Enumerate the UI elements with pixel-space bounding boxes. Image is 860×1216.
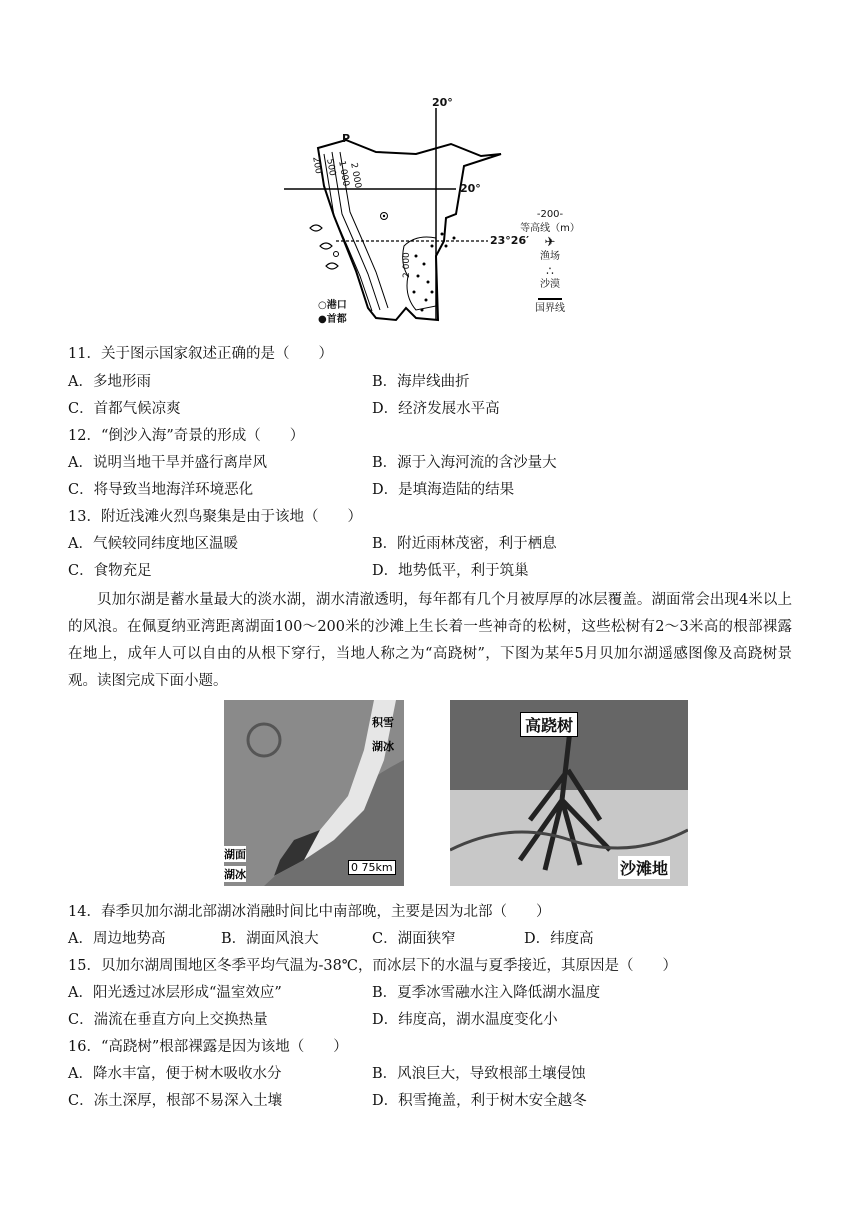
point-p-label: P [342,132,351,145]
scale-bar: 0 75km [348,860,396,875]
stilt-tree-title: 高跷树 [520,712,578,737]
beach-label: 沙滩地 [618,856,670,879]
fish-icon: ✈ [544,235,556,250]
q14-option-b[interactable]: B．湖面风浪大 [221,931,319,947]
q15-option-a[interactable]: A．阳光透过冰层形成“温室效应” [68,985,282,1001]
port-key: ○港口 [318,300,347,311]
map-legend [520,208,580,316]
q16-option-d[interactable]: D．积雪掩盖，利于树木安全越冬 [372,1093,587,1109]
legend-border: 国界线 [535,303,565,314]
q12-option-a[interactable]: A．说明当地干旱并盛行离岸风 [68,455,267,471]
lat-label: 20° [460,182,481,195]
lake-ice-label-bottom: 湖冰 [224,868,246,881]
q15-option-d[interactable]: D．纬度高，湖水温度变化小 [372,1012,558,1028]
q11-option-d[interactable]: D．经济发展水平高 [372,401,500,417]
q16-option-b[interactable]: B．风浪巨大，导致根部土壤侵蚀 [372,1066,586,1082]
q15-option-c[interactable]: C．湍流在垂直方向上交换热量 [68,1012,268,1028]
q15-stem: 15．贝加尔湖周围地区冬季平均气温为-38℃，而冰层下的水温与夏季接近，其原因是（ ） [68,958,678,974]
q11-option-c[interactable]: C．首都气候凉爽 [68,401,181,417]
remote-sensing-image [224,700,404,886]
q16-option-c[interactable]: C．冻土深厚，根部不易深入土壤 [68,1093,283,1109]
lon-label: 20° [432,96,453,109]
reading-passage: 贝加尔湖是蓄水量最大的淡水湖，湖水清澈透明，每年都有几个月被厚厚的冰层覆盖。湖面常会出现4米以上的风浪。在佩夏纳亚湾距离湖面100～200米的沙滩上生长着一些神奇的松树，这些松树有2～3米高的根部裸露在地上，成年人可以自由的从根下穿行，当地人称之为“高跷树”，下图为某年5月贝加尔湖遥感图像及高跷树景观。读图完成下面小题。 [68,592,792,689]
legend-desert: 沙漠 [540,279,560,290]
q13-stem: 13．附近浅滩火烈鸟聚集是由于该地（ ） [68,509,362,525]
q12-option-c[interactable]: C．将导致当地海洋环境恶化 [68,482,254,498]
legend-contour-value: -200- [536,209,564,220]
tropic-label: 23°26′ [490,234,530,247]
q14-option-c[interactable]: C．湖面狭窄 [372,931,456,947]
contour-label-200: 200 [310,156,323,175]
legend-contour: 等高线（m） [520,223,580,234]
q12-option-d[interactable]: D．是填海造陆的结果 [372,482,515,498]
q13-option-c[interactable]: C．食物充足 [68,563,152,579]
q12-stem: 12．“倒沙入海”奇景的形成（ ） [68,428,305,444]
q15-option-b[interactable]: B．夏季冰雪融水注入降低湖水温度 [372,985,601,1001]
stilt-tree-photo [450,700,688,886]
legend-fishery: 渔场 [540,251,560,262]
q11-stem: 11．关于图示国家叙述正确的是（ ） [68,346,333,362]
q12-option-b[interactable]: B．源于入海河流的含沙量大 [372,455,557,471]
q14-option-a[interactable]: A．周边地势高 [68,931,166,947]
q13-option-d[interactable]: D．地势低平，利于筑巢 [372,563,529,579]
lake-ice-label-top: 湖冰 [372,740,394,753]
capital-key: ●首都 [318,314,347,325]
contour-label-500: 500 [324,158,337,177]
q16-option-a[interactable]: A．降水丰富，便于树木吸收水分 [68,1066,282,1082]
q11-option-a[interactable]: A．多地形雨 [68,374,151,390]
contour-label-south: 2 000 [402,252,412,278]
border-line-icon [538,298,562,300]
q16-stem: 16．“高跷树”根部裸露是因为该地（ ） [68,1039,348,1055]
q14-option-d[interactable]: D．纬度高 [524,931,594,947]
q13-option-b[interactable]: B．附近雨林茂密，利于栖息 [372,536,557,552]
contour-label-2000: 2 000 [348,162,363,190]
lake-surface-label: 湖面 [224,848,246,861]
q13-option-a[interactable]: A．气候较同纬度地区温暖 [68,536,238,552]
contour-label-1000: 1 000 [336,160,351,188]
q14-stem: 14．春季贝加尔湖北部湖冰消融时间比中南部晚，主要是因为北部（ ） [68,904,551,920]
snow-label: 积雪 [372,716,394,729]
desert-icon: ∴ [546,264,554,278]
q11-option-b[interactable]: B．海岸线曲折 [372,374,470,390]
